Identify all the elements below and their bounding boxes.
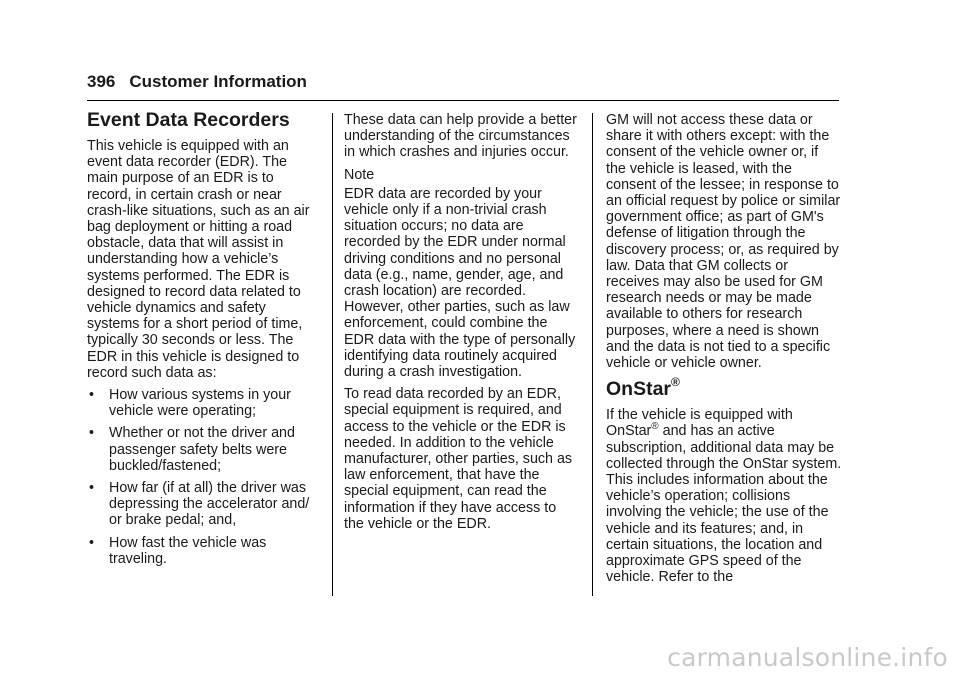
list-item — [87, 535, 321, 567]
onstar-heading-text: OnStar — [606, 378, 672, 401]
note-paragraph: EDR data are recorded by your vehicle only if a non-trivial crash situation occurs; no data are recorded by the EDR under normal driving conditions and no personal data (e.g., name, gender, age, and crash location) are recorded. However, other parties, such as law enforcement, could combine the EDR data with the type of personally identifying data routinely acquired during a crash investigation. — [344, 185, 576, 381]
page-number: 396 — [87, 72, 116, 91]
page-header — [87, 72, 839, 92]
bullet-icon: • — [89, 387, 95, 404]
registered-mark: ® — [671, 374, 680, 389]
edr-data-list — [87, 387, 321, 567]
section-title: Customer Information — [129, 72, 307, 91]
edr-intro-paragraph: This vehicle is equipped with an event data recorder (EDR). The main purpose of an EDR is to record, in certain crash or near crash-like situations, such as an air bag deployment or hitting a road obstacle, data that will assist in understanding how a vehicle’s systems performed. The EDR is designed to record data related to vehicle dynamics and safety systems for a short period of time, typically 30 seconds or less. The EDR in this vehicle is designed to record such data as: — [87, 138, 310, 381]
event-data-recorders-heading: Event Data Recorders — [87, 109, 290, 131]
onstar-paragraph — [606, 407, 842, 585]
column-2 — [344, 112, 580, 538]
gm-access-paragraph: GM will not access these data or share it with others except: with the consent of the vehicle owner or, if the vehicle is leased, with the consent of the lessee; in response to an official request by police or similar government office; as part of GM's defense of litigation through the discovery process; or, as required by law. Data that GM collects or receives may also be used for GM research needs or may be made available to others for research purposes, where a need is shown and the data is not tied to a specific vehicle or vehicle owner. — [606, 112, 841, 372]
list-item — [87, 425, 321, 474]
onstar-paragraph-rest: and has an active subscription, additional data may be collected through the OnStar system. This includes information about the vehicle’s operation; collisions involving the vehicle; the use of the vehicle and its features; and, in certain situations, the location and approximate GPS speed of the vehicle. Refer to the — [606, 423, 842, 586]
column-3 — [606, 112, 842, 591]
list-item — [87, 387, 321, 419]
registered-mark: ® — [651, 420, 659, 432]
list-item-text: How far (if at all) the driver was depressing the accelerator and/ or brake pedal; and, — [109, 480, 310, 529]
bullet-icon: • — [89, 425, 95, 442]
list-item-text: Whether or not the driver and passenger safety belts were buckled/fastened; — [109, 425, 295, 474]
list-item — [87, 480, 321, 529]
onstar-paragraph-lead: If the vehicle is equipped with OnStar — [606, 407, 793, 440]
edr-purpose-paragraph: These data can help provide a better understanding of the circumstances in which crashes and injuries occur. — [344, 112, 577, 161]
list-item-text: How fast the vehicle was traveling. — [109, 534, 267, 567]
column-divider-2 — [592, 113, 593, 596]
bullet-icon: • — [89, 534, 95, 551]
edr-access-paragraph: To read data recorded by an EDR, special equipment is required, and access to the vehicle or the EDR is needed. In addition to the vehicle manufacturer, other parties, such as law enforcement, that have the special equipment, can read the information if they have access to the vehicle or the EDR. — [344, 386, 573, 532]
onstar-heading — [606, 374, 842, 401]
column-divider-1 — [332, 113, 333, 596]
watermark: carmanualsonline.info — [667, 643, 948, 672]
bullet-icon: • — [89, 480, 95, 497]
column-1 — [87, 108, 321, 573]
note-label: Note — [344, 166, 375, 183]
header-divider — [87, 100, 839, 101]
list-item-text: How various systems in your vehicle were operating; — [109, 387, 291, 420]
